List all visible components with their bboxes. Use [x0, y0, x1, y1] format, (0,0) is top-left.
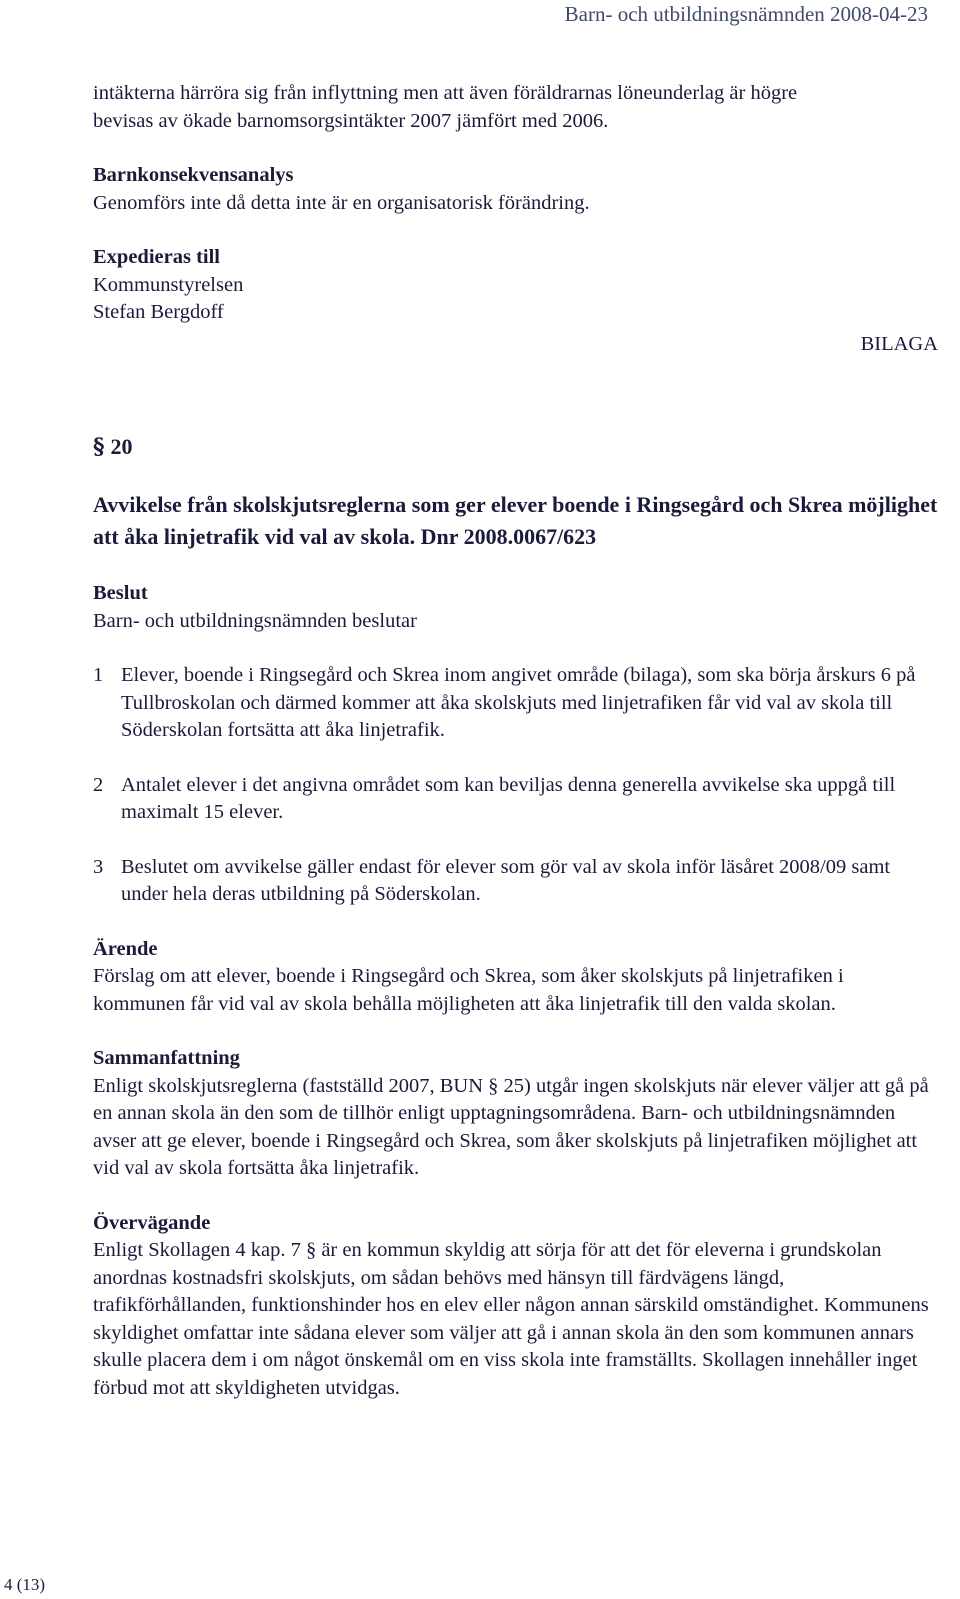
list-item-text: Antalet elever i det angivna området som kan beviljas denna generella avvikelse ska uppgå till maximalt 15 elever.	[121, 773, 896, 823]
beslut-heading: Beslut	[93, 582, 148, 604]
list-item	[93, 662, 938, 745]
intro-line-1: intäkterna härröra sig från inflyttning men att även föräldrarnas löneunderlag är högre	[93, 82, 798, 104]
barnkonsekvens-text: Genomförs inte då detta inte är en organisatorisk förändring.	[93, 191, 590, 214]
section-number	[93, 432, 938, 462]
list-item-number: 1	[93, 664, 104, 686]
paragraph-sign-icon: §	[93, 434, 105, 460]
overvagande-text: Enligt Skollagen 4 kap. 7 § är en kommun skyldig att sörja för att det för eleverna i grundskolan anordnas kostnadsfri skolskjuts, om sådan behövs med hänsyn till färdvägens längd, trafikförhållanden, funktionshinder hos en elev eller någon annan särskild omständighet. Kommunens skyldighet omfattar inte sådana elever som väljer att gå i annan skola än den som kommunen annars skulle placera dem i om något önskemål om en viss skola inte framställts. Skollagen innehåller inget förbud mot att skyldigheten utvidgas.	[93, 1239, 929, 1399]
page-number: 4 (13)	[4, 1575, 46, 1594]
expedieras-recipient: Kommunstyrelsen	[93, 273, 244, 296]
list-item-number: 3	[93, 855, 104, 878]
arende-heading: Ärende	[93, 937, 158, 960]
intro-line-2: bevisas av ökade barnomsorgsintäkter 2007 jämfört med 2006.	[93, 109, 609, 132]
document-body	[93, 80, 938, 1402]
list-item	[93, 772, 938, 827]
bilaga-label: BILAGA	[860, 332, 938, 355]
beslut-intro: Barn- och utbildningsnämnden beslutar	[93, 609, 417, 632]
section-title: Avvikelse från skolskjutsreglerna som ger elever boende i Ringsegård och Skrea möjlighet att åka linjetrafik vid val av skola. Dnr 2008.0067/623	[93, 492, 938, 549]
section-number-value: 20	[110, 434, 133, 459]
list-item-text: Beslutet om avvikelse gäller endast för elever som gör val av skola inför läsåret 2008/09 samt under hela deras utbildning på Söderskolan.	[121, 855, 891, 905]
expedieras-recipient: Stefan Bergdoff	[93, 301, 224, 323]
list-item-text: Elever, boende i Ringsegård och Skrea inom angivet område (bilaga), som ska börja årskurs 6 på Tullbroskolan och därmed kommer att åka skolskjuts med linjetrafiken får vid val av skola till Söderskolan fortsätta att åka linjetrafik.	[121, 664, 916, 741]
barnkonsekvens-heading: Barnkonsekvensanalys	[93, 164, 294, 186]
sammanfattning-text: Enligt skolskjutsreglerna (fastställd 2007, BUN § 25) utgår ingen skolskjuts när elever väljer att gå på en annan skola än den som de tillhör enligt upptagningsområdena. Barn- och utbildningsnämnden avser att ge elever, boende i Ringsegård och Skrea, som åker skolskjuts på linjetrafiken möjlighet att vid val av skola fortsätta åka linjetrafik.	[93, 1074, 929, 1179]
list-item	[93, 854, 938, 909]
overvagande-heading: Övervägande	[93, 1211, 211, 1234]
arende-text: Förslag om att elever, boende i Ringsegård och Skrea, som åker skolskjuts på linjetrafiken i kommunen får vid val av skola behålla möjligheten att åka linjetrafik till den valda skolan.	[93, 965, 844, 1015]
page-header: Barn- och utbildningsnämnden 2008-04-23	[564, 2, 928, 26]
list-item-number: 2	[93, 773, 104, 796]
sammanfattning-heading: Sammanfattning	[93, 1047, 240, 1069]
expedieras-heading: Expedieras till	[93, 246, 220, 268]
